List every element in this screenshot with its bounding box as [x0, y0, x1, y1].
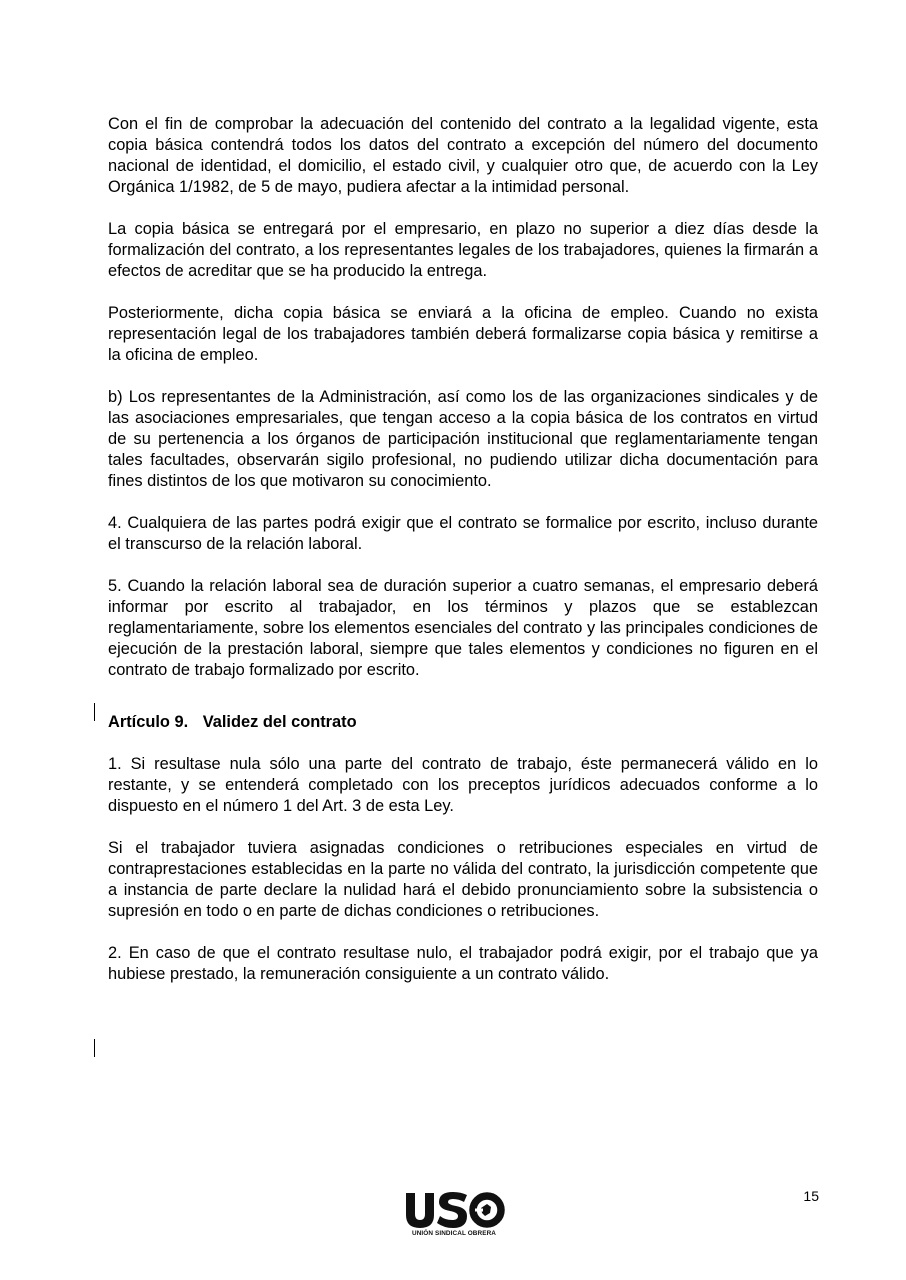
- page-number: 15: [803, 1188, 819, 1204]
- paragraph-article9-condiciones: Si el trabajador tuviera asignadas condiciones o retribuciones especiales en virtud de contraprestaciones establecidas en la parte no válida del contrato, la jurisdicción competente que a instancia de parte declare la nulidad hará el debido pronunciamiento sobre la subsistencia o supresión en todo o en parte de dichas condiciones o retribuciones.: [108, 839, 818, 920]
- paragraph-copia-basica-entrega: La copia básica se entregará por el empresario, en plazo no superior a diez días desde la formalización del contrato, a los representantes legales de los trabajadores, quienes la firmarán a efectos de acreditar que se ha producido la entrega.: [108, 220, 818, 280]
- paragraph-copia-basica-contenido: Con el fin de comprobar la adecuación del contenido del contrato a la legalidad vigente, esta copia básica contendrá todos los datos del contrato a excepción del número del documento nacional de identidad, el domicilio, el estado civil, y cualquier otro que, de acuerdo con la Ley Orgánica 1/1982, de 5 de mayo, pudiera afectar a la intimidad personal.: [108, 115, 818, 196]
- revision-change-bar: [94, 703, 95, 721]
- article-heading: [108, 712, 818, 733]
- article-title: Validez del contrato: [202, 713, 357, 731]
- paragraph-representantes-administracion: b) Los representantes de la Administración, así como los de las organizaciones sindicales y de las asociaciones empresariales, que tengan acceso a la copia básica de los contratos en virtud de su pertenencia a los órganos de participación institucional que reglamentariamente tengan tales facultades, observarán sigilo profesional, no pudiendo utilizar dicha documentación para fines distintos de los que motivaron su conocimiento.: [108, 388, 818, 490]
- logo-letter-s: [437, 1192, 467, 1228]
- revision-change-bar: [94, 1039, 95, 1057]
- paragraph-item-5: 5. Cuando la relación laboral sea de duración superior a cuatro semanas, el empresario deberá informar por escrito al trabajador, en los términos y plazos que se establezcan reglamentariamente, sobre los elementos esenciales del contrato y las principales condiciones de ejecución de la prestación laboral, siempre que tales elementos y condiciones no figuren en el contrato de trabajo formalizado por escrito.: [108, 577, 818, 679]
- paragraph-copia-basica-envio: Posteriormente, dicha copia básica se enviará a la oficina de empleo. Cuando no exista representación legal de los trabajadores también deberá formalizarse copia básica y remitirse a la oficina de empleo.: [108, 304, 818, 364]
- article-number: Artículo 9.: [108, 713, 189, 731]
- logo-letter-u: [406, 1193, 434, 1228]
- paragraph-article9-item-1: 1. Si resultase nula sólo una parte del contrato de trabajo, éste permanecerá válido en lo restante, y se entenderá completado con los preceptos jurídicos adecuados conforme a lo dispuesto en el número 1 del Art. 3 de esta Ley.: [108, 755, 818, 815]
- paragraph-item-4: 4. Cualquiera de las partes podrá exigir que el contrato se formalice por escrito, incluso durante el transcurso de la relación laboral.: [108, 514, 818, 553]
- logo-caption: UNIÓN SINDICAL OBRERA: [412, 1230, 496, 1237]
- paragraph-article9-item-2: 2. En caso de que el contrato resultase nulo, el trabajador podrá exigir, por el trabajo que ya hubiese prestado, la remuneración consiguiente a un contrato válido.: [108, 944, 818, 983]
- document-body: [108, 114, 818, 1006]
